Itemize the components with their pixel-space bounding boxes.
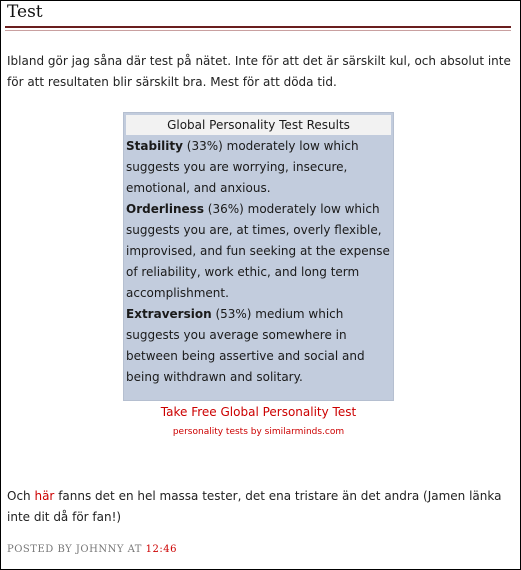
post-intro: Ibland gör jag såna där test på nätet. Inte för att det är särskilt kul, och absolut inte för att resultaten blir särskilt bra. Mest för att döda tid. <box>7 54 511 89</box>
post-outro <box>7 486 513 528</box>
results-header: Global Personality Test Results <box>126 115 391 135</box>
title-divider <box>5 26 511 28</box>
title-divider-secondary <box>5 30 511 31</box>
trait-description: (36%) moderately low which suggests you are, at times, overly flexible, improvised, and fun seeking at the expense of reliability, work ethic, and long term accomplishment. <box>126 202 390 300</box>
trait-name: Extraversion <box>126 307 212 321</box>
trait-description: (53%) medium which suggests you average somewhere in between being assertive and social and being withdrawn and solitary. <box>126 307 365 384</box>
personality-results-box <box>123 112 394 401</box>
similarminds-credit-link[interactable]: personality tests by similarminds.com <box>172 427 345 437</box>
trait-description: (33%) moderately low which suggests you are worrying, insecure, emotional, and anxious. <box>126 139 359 195</box>
take-test-link[interactable]: Take Free Global Personality Test <box>160 405 357 419</box>
results-body <box>124 135 393 388</box>
outro-text-after: fanns det en hel massa tester, det ena tristare än det andra (Jamen länka inte dit då för fan!) <box>7 489 502 524</box>
post-title: Test <box>7 2 43 22</box>
trait-stability <box>126 136 391 199</box>
post-time-link[interactable]: 12:46 <box>145 544 177 555</box>
tests-link[interactable]: här <box>34 489 55 503</box>
trait-orderliness <box>126 199 391 304</box>
posted-by-label: POSTED BY JOHNNY AT <box>7 544 146 555</box>
trait-extraversion <box>126 304 391 388</box>
post-footer <box>7 544 177 555</box>
outro-text-before: Och <box>7 489 35 503</box>
trait-name: Orderliness <box>126 202 204 216</box>
trait-name: Stability <box>126 139 183 153</box>
